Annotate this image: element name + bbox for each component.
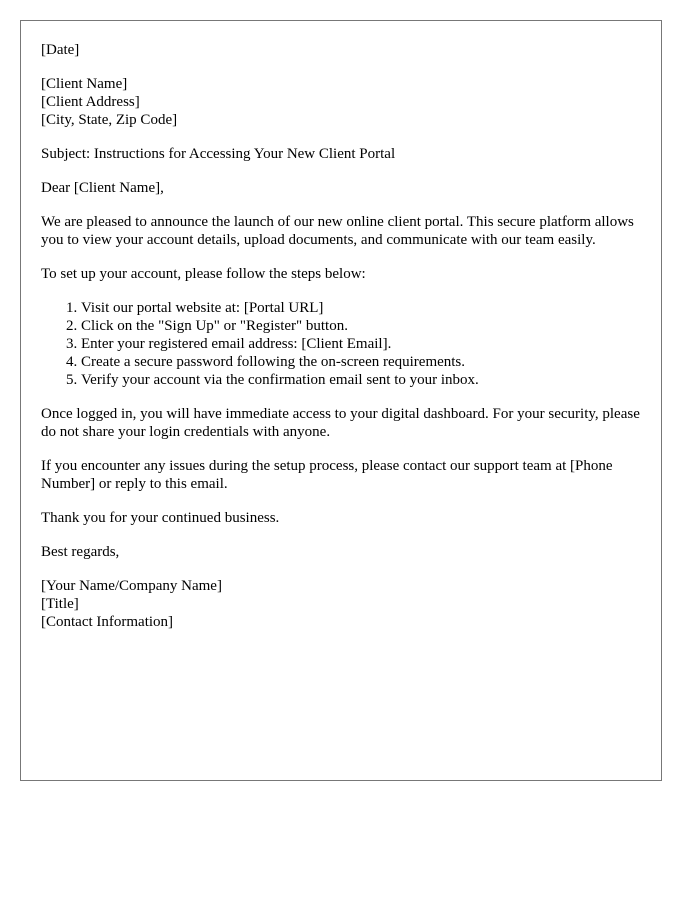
letter-salutation: Dear [Client Name], [41, 180, 164, 196]
steps-intro: To set up your account, please follow the steps below: [41, 266, 366, 282]
letter-subject: Subject: Instructions for Accessing Your New Client Portal [41, 146, 396, 162]
letter-page [20, 20, 662, 781]
signature-name: [Your Name/Company Name] [41, 578, 222, 594]
setup-step: 2. Click on the "Sign Up" or "Register" button. [81, 317, 641, 335]
thanks-line: Thank you for your continued business. [41, 510, 280, 526]
recipient-block [41, 75, 641, 129]
setup-steps-list [41, 299, 641, 389]
setup-step: 3. Enter your registered email address: [Client Email]. [81, 335, 641, 353]
setup-step: 5. Verify your account via the confirmation email sent to your inbox. [81, 371, 641, 389]
recipient-address: [Client Address] [41, 94, 140, 110]
closing-line: Best regards, [41, 544, 120, 560]
recipient-name: [Client Name] [41, 76, 128, 92]
access-note-paragraph: Once logged in, you will have immediate access to your digital dashboard. For your security, please do not share your login credentials with anyone. [41, 406, 640, 440]
signature-title: [Title] [41, 596, 79, 612]
signature-contact: [Contact Information] [41, 614, 174, 630]
setup-step: 1. Visit our portal website at: [Portal URL] [81, 299, 641, 317]
letter-date: [Date] [41, 42, 80, 58]
recipient-city-state-zip: [City, State, Zip Code] [41, 112, 178, 128]
letter-intro-paragraph: We are pleased to announce the launch of our new online client portal. This secure platform allows you to view your account details, upload documents, and communicate with our team easily. [41, 214, 634, 248]
support-note-paragraph: If you encounter any issues during the setup process, please contact our support team at [Phone Number] or reply to this email. [41, 458, 613, 492]
signature-block [41, 577, 641, 631]
setup-step: 4. Create a secure password following the on-screen requirements. [81, 353, 641, 371]
